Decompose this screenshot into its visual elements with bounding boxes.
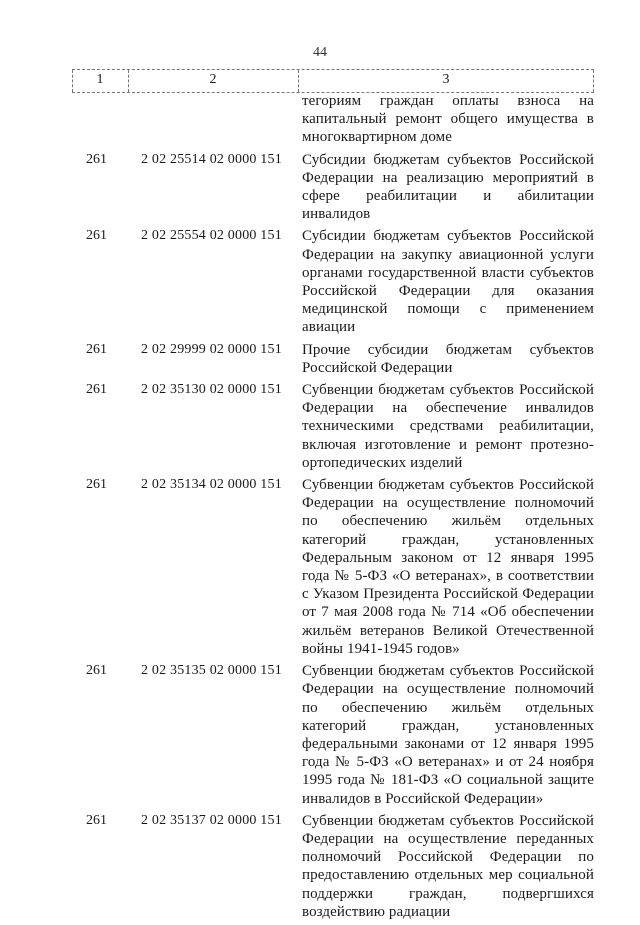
row-code: 261 — [86, 228, 107, 244]
row-name: Субвенции бюджетам субъектов Российской Федерации на осуществление полномочий по обеспечению жильём отдельных категорий граждан, установленных федеральными законами от 12 января 1995 года № 5-ФЗ «О ветеранах» и от 24 ноября 1995 года № 181-ФЗ «О социальной защите инвалидов в Российской Федерации» — [302, 663, 594, 807]
row-name: Субвенции бюджетам субъектов Российской Федерации на осуществление переданных полномочий Российской Федерации по предоставлению отдельных мер социальной поддержки граждан, подвергшихся воздействию радиации — [302, 812, 594, 920]
row-kbk: 2 02 35135 02 0000 151 — [141, 663, 282, 679]
table-row — [0, 227, 640, 336]
header-col-1: 1 — [96, 72, 104, 87]
row-kbk: 2 02 29999 02 0000 151 — [141, 341, 282, 357]
row-code: 261 — [86, 341, 107, 357]
row-name: тегориям граждан оплаты взноса на капитальный ремонт общего имущества в многоквартирном доме — [302, 93, 594, 146]
row-kbk: 2 02 35137 02 0000 151 — [141, 812, 282, 828]
row-kbk: 2 02 35134 02 0000 151 — [141, 477, 282, 493]
row-code: 261 — [86, 151, 107, 167]
table-row — [0, 151, 640, 224]
row-code: 261 — [86, 477, 107, 493]
row-name: Прочие субсидии бюджетам субъектов Российской Федерации — [302, 341, 594, 376]
table-row — [0, 476, 640, 658]
row-code: 261 — [86, 812, 107, 828]
header-col-2: 2 — [209, 72, 217, 87]
row-name: Субвенции бюджетам субъектов Российской Федерации на обеспечение инвалидов техническими средствами реабилитации, включая изготовление и ремонт протезно-ортопедических изделий — [302, 382, 594, 471]
row-code: 261 — [86, 382, 107, 398]
table-row — [0, 381, 640, 472]
table-row — [0, 92, 640, 147]
row-name: Субвенции бюджетам субъектов Российской Федерации на осуществление полномочий по обеспечению жильём отдельных категорий граждан, установленных Федеральным законом от 12 января 1995 года № 5-ФЗ «О ветеранах», в соответствии с Указом Президента Российской Федерации от 7 мая 2008 года № 714 «Об обеспечении жильём ветеранов Великой Отечественной войны 1941-1945 годов» — [302, 477, 594, 657]
table-row — [0, 662, 640, 808]
table-body — [0, 92, 640, 925]
header-col-3: 3 — [442, 72, 450, 87]
row-kbk: 2 02 25514 02 0000 151 — [141, 151, 282, 167]
page-number: 44 — [313, 45, 327, 60]
row-name: Субсидии бюджетам субъектов Российской Федерации на реализацию мероприятий в сфере реабилитации и абилитации инвалидов — [302, 151, 594, 223]
row-name: Субсидии бюджетам субъектов Российской Федерации на закупку авиационной услуги органами государственной власти субъектов Российской Федерации для оказания медицинской помощи с применением авиации — [302, 228, 594, 336]
table-row — [0, 341, 640, 377]
table-header — [72, 69, 594, 93]
row-kbk: 2 02 25554 02 0000 151 — [141, 228, 282, 244]
row-kbk: 2 02 35130 02 0000 151 — [141, 382, 282, 398]
row-code: 261 — [86, 663, 107, 679]
